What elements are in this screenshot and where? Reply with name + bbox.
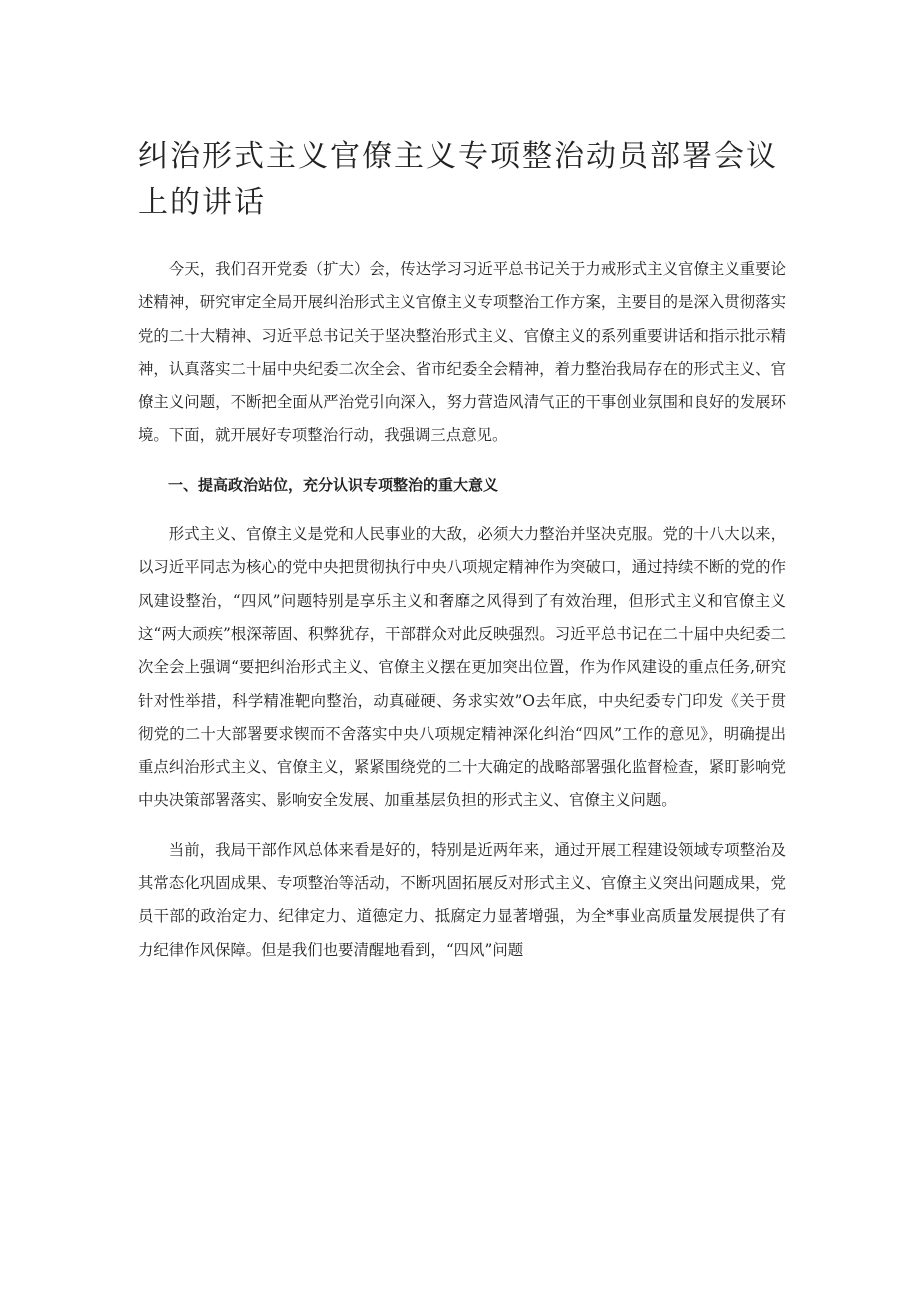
- intro-paragraph: 今天，我们召开党委（扩大）会，传达学习习近平总书记关于力戒形式主义官僚主义重要论述精神，研究审定全局开展纠治形式主义官僚主义专项整治工作方案，主要目的是深入贯彻落实党的二十大精神、习近平总书记关于坚决整治形式主义、官僚主义的系列重要讲话和指示批示精神，认真落实二十届中央纪委二次全会、省市纪委全会精神，着力整治我局存在的形式主义、官僚主义问题，不断把全面从严治党引向深入，努力营造风清气正的干事创业氛围和良好的发展环境。下面，就开展好专项整治行动，我强调三点意见。: [138, 260, 786, 445]
- body-paragraph: 当前，我局干部作风总体来看是好的，特别是近两年来，通过开展工程建设领域专项整治及其常态化巩固成果、专项整治等活动，不断巩固拓展反对形式主义、官僚主义突出问题成果，党员干部的政治定力、纪律定力、道德定力、抵腐定力显著增强，为全*事业高质量发展提供了有力纪律作风保障。但是我们也要清醒地看到，“四风”问题: [138, 840, 786, 959]
- document-title: 纠治形式主义官僚主义专项整治动员部署会议上的讲话: [138, 139, 778, 220]
- document-body: [138, 253, 786, 983]
- section-heading: 一、提高政治站位，充分认识专项整治的重大意义: [168, 475, 499, 494]
- body-paragraph: 形式主义、官僚主义是党和人民事业的大敌，必须大力整治并坚决克服。党的十八大以来，以习近平同志为核心的党中央把贯彻执行中央八项规定精神作为突破口，通过持续不断的党的作风建设整治，“四风”问题特别是享乐主义和奢靡之风得到了有效治理，但形式主义和官僚主义这“两大顽疾”根深蒂固、积弊犹存，干部群众对此反映强烈。习近平总书记在二十届中央纪委二次全会上强调“要把纠治形式主义、官僚主义摆在更加突出位置，作为作风建设的重点任务,研究针对性举措，科学精准靶向整治，动真碰硬、务求实效”O去年底，中央纪委专门印发《关于贯彻党的二十大部署要求锲而不舍落实中央八项规定精神深化纠治“四风”工作的意见》，明确提出重点纠治形式主义、官僚主义，紧紧围绕党的二十大确定的战略部署强化监督检查，紧盯影响党中央决策部署落实、影响安全发展、加重基层负担的形式主义、官僚主义问题。: [138, 525, 786, 810]
